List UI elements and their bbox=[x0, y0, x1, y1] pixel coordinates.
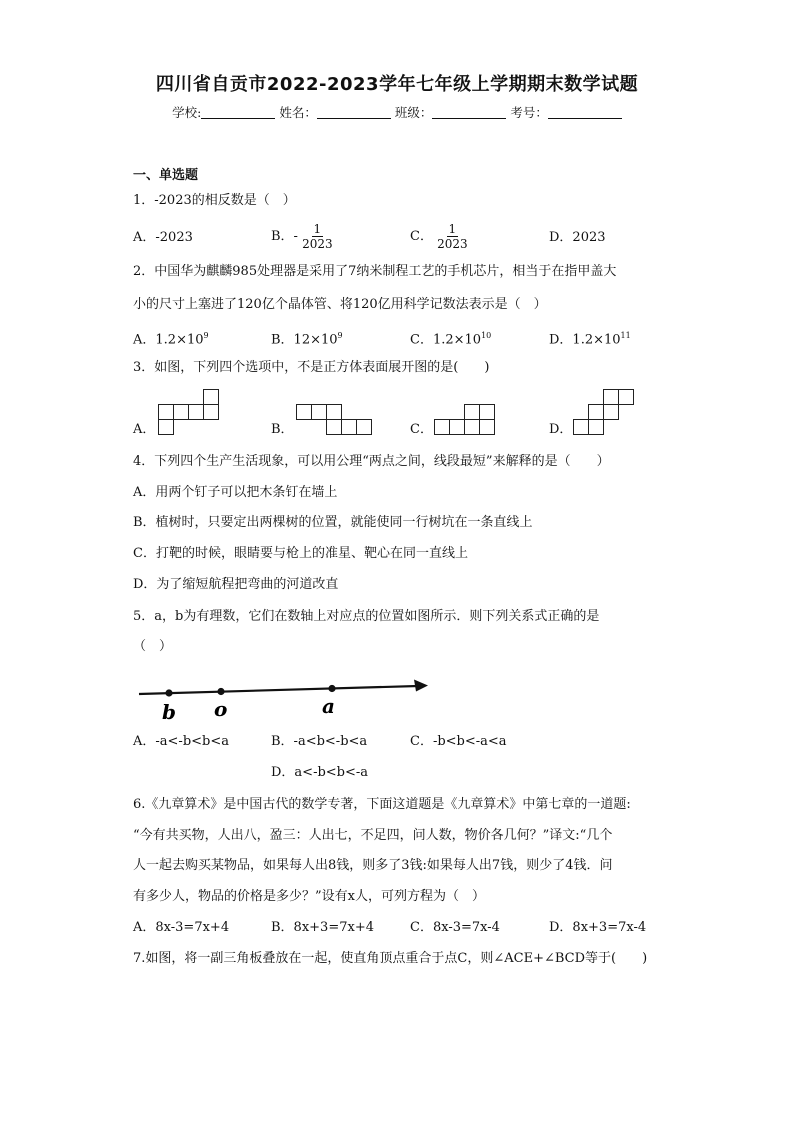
number-line-axis bbox=[139, 686, 418, 694]
q2-line1: 2．中国华为麒麟985处理器是采用了7纳米制程工艺的手机芯片，相当于在指甲盖大 bbox=[133, 264, 617, 279]
q1-option-c[interactable] bbox=[410, 222, 468, 251]
q1-option-c-prefix: C． bbox=[410, 229, 433, 244]
label-a: a bbox=[322, 694, 335, 718]
q4-option-b[interactable]: B．植树时，只要定出两棵树的位置，就能使同一行树坑在一条直线上 bbox=[133, 515, 533, 530]
point-o bbox=[217, 688, 224, 695]
q6-line2: “今有共买物，人出八，盈三：人出七，不足四，问人数，物价各几何？”译文:“几个 bbox=[133, 828, 613, 843]
q2-option-d[interactable] bbox=[549, 328, 631, 348]
fraction-numerator: 1 bbox=[448, 222, 457, 236]
q3-stem: 3．如图，下列四个选项中，不是正方体表面展开图的是( ) bbox=[133, 360, 490, 375]
q6-option-b[interactable]: B．8x+3=7x+4 bbox=[271, 920, 374, 935]
q1-option-b-fraction bbox=[302, 222, 333, 251]
q1-option-b[interactable] bbox=[271, 222, 333, 251]
label-b: b bbox=[162, 700, 176, 722]
q2-b-exp: 9 bbox=[337, 331, 343, 340]
q2-a-exp: 9 bbox=[203, 331, 209, 340]
q6-line1: 6.《九章算术》是中国古代的数学专著，下面这道题是《九章算术》中第七章的一道题: bbox=[133, 797, 631, 812]
point-a bbox=[328, 685, 335, 692]
q5-option-c[interactable]: C．-b<b<-a<a bbox=[410, 734, 507, 749]
q3-option-d-label[interactable]: D． bbox=[549, 422, 573, 437]
school-blank[interactable] bbox=[201, 105, 275, 119]
q6-option-c[interactable]: C．8x-3=7x-4 bbox=[410, 920, 500, 935]
q4-option-a[interactable]: A．用两个钉子可以把木条钉在墙上 bbox=[133, 485, 338, 500]
q7-stem: 7.如图，将一副三角板叠放在一起，使直角顶点重合于点C，则∠ACE+∠BCD等于( ) bbox=[133, 951, 648, 966]
q1-option-a[interactable]: A．-2023 bbox=[133, 230, 193, 245]
q6-line3: 人一起去购买某物品，如果每人出8钱，则多了3钱:如果每人出7钱，则少了4钱．问 bbox=[133, 858, 613, 873]
exam-no-blank[interactable] bbox=[548, 105, 622, 119]
name-label: 姓名： bbox=[279, 105, 317, 120]
q5-option-b[interactable]: B．-a<b<-b<a bbox=[271, 734, 368, 749]
q2-a-base: A．1.2×10 bbox=[133, 332, 204, 348]
section-title: 一、单选题 bbox=[133, 168, 199, 183]
q2-option-c[interactable] bbox=[410, 328, 491, 348]
q6-line4: 有多少人，物品的价格是多少？”设有x人，可列方程为（ ） bbox=[133, 889, 485, 904]
fraction-denominator: 2023 bbox=[302, 237, 333, 251]
q2-d-base: D．1.2×10 bbox=[549, 332, 621, 348]
q2-d-exp: 11 bbox=[620, 331, 631, 340]
q3-option-a-label[interactable]: A． bbox=[133, 422, 156, 437]
class-blank[interactable] bbox=[432, 105, 506, 119]
label-o: o bbox=[214, 697, 228, 721]
q3-net-c-figure bbox=[434, 404, 496, 437]
q4-option-c[interactable]: C．打靶的时候，眼睛要与枪上的准星、靶心在同一直线上 bbox=[133, 546, 468, 561]
class-label: 班级： bbox=[394, 105, 433, 120]
student-info-line bbox=[0, 103, 794, 121]
q1-option-c-fraction bbox=[437, 222, 468, 251]
fraction-numerator: 1 bbox=[313, 222, 322, 236]
q5-number-line bbox=[136, 674, 436, 722]
number-line-arrow bbox=[414, 680, 428, 692]
q6-option-d[interactable]: D．8x+3=7x-4 bbox=[549, 920, 647, 935]
q5-option-a[interactable]: A．-a<-b<b<a bbox=[133, 734, 229, 749]
q4-stem: 4．下列四个生产生活现象，可以用公理“两点之间，线段最短”来解释的是（ ） bbox=[133, 454, 610, 469]
exam-no-label: 考号： bbox=[510, 105, 548, 120]
q3-net-a-figure bbox=[158, 388, 220, 436]
q6-option-a[interactable]: A．8x-3=7x+4 bbox=[133, 920, 230, 935]
q1-stem: 1．-2023的相反数是（ ） bbox=[133, 193, 296, 208]
school-label: 学校: bbox=[172, 105, 202, 120]
q2-b-base: B．12×10 bbox=[271, 332, 338, 348]
q2-option-b[interactable] bbox=[271, 328, 343, 348]
q3-option-b-label[interactable]: B． bbox=[271, 422, 294, 437]
exam-title: 四川省自贡市2022-2023学年七年级上学期期末数学试题 bbox=[155, 74, 639, 95]
q3-net-d-figure bbox=[573, 388, 635, 436]
q5-line2: （ ） bbox=[133, 639, 173, 654]
q5-option-d[interactable]: D．a<-b<b<-a bbox=[271, 765, 369, 780]
q2-c-base: C．1.2×10 bbox=[410, 332, 482, 348]
q3-option-c-label[interactable]: C． bbox=[410, 422, 433, 437]
q2-line2: 小的尺寸上塞进了120亿个晶体管、将120亿用科学记数法表示是（ ） bbox=[133, 297, 547, 312]
q2-c-exp: 10 bbox=[481, 331, 492, 340]
point-b bbox=[165, 689, 172, 696]
q5-line1: 5．a，b为有理数，它们在数轴上对应点的位置如图所示．则下列关系式正确的是 bbox=[133, 609, 600, 624]
q2-option-a[interactable] bbox=[133, 328, 209, 348]
q1-option-d[interactable]: D．2023 bbox=[549, 230, 606, 245]
name-blank[interactable] bbox=[317, 105, 391, 119]
q1-option-b-prefix: B．- bbox=[271, 229, 298, 244]
q3-net-b-figure bbox=[296, 404, 374, 437]
q4-option-d[interactable]: D．为了缩短航程把弯曲的河道改直 bbox=[133, 577, 339, 592]
fraction-denominator: 2023 bbox=[437, 237, 468, 251]
